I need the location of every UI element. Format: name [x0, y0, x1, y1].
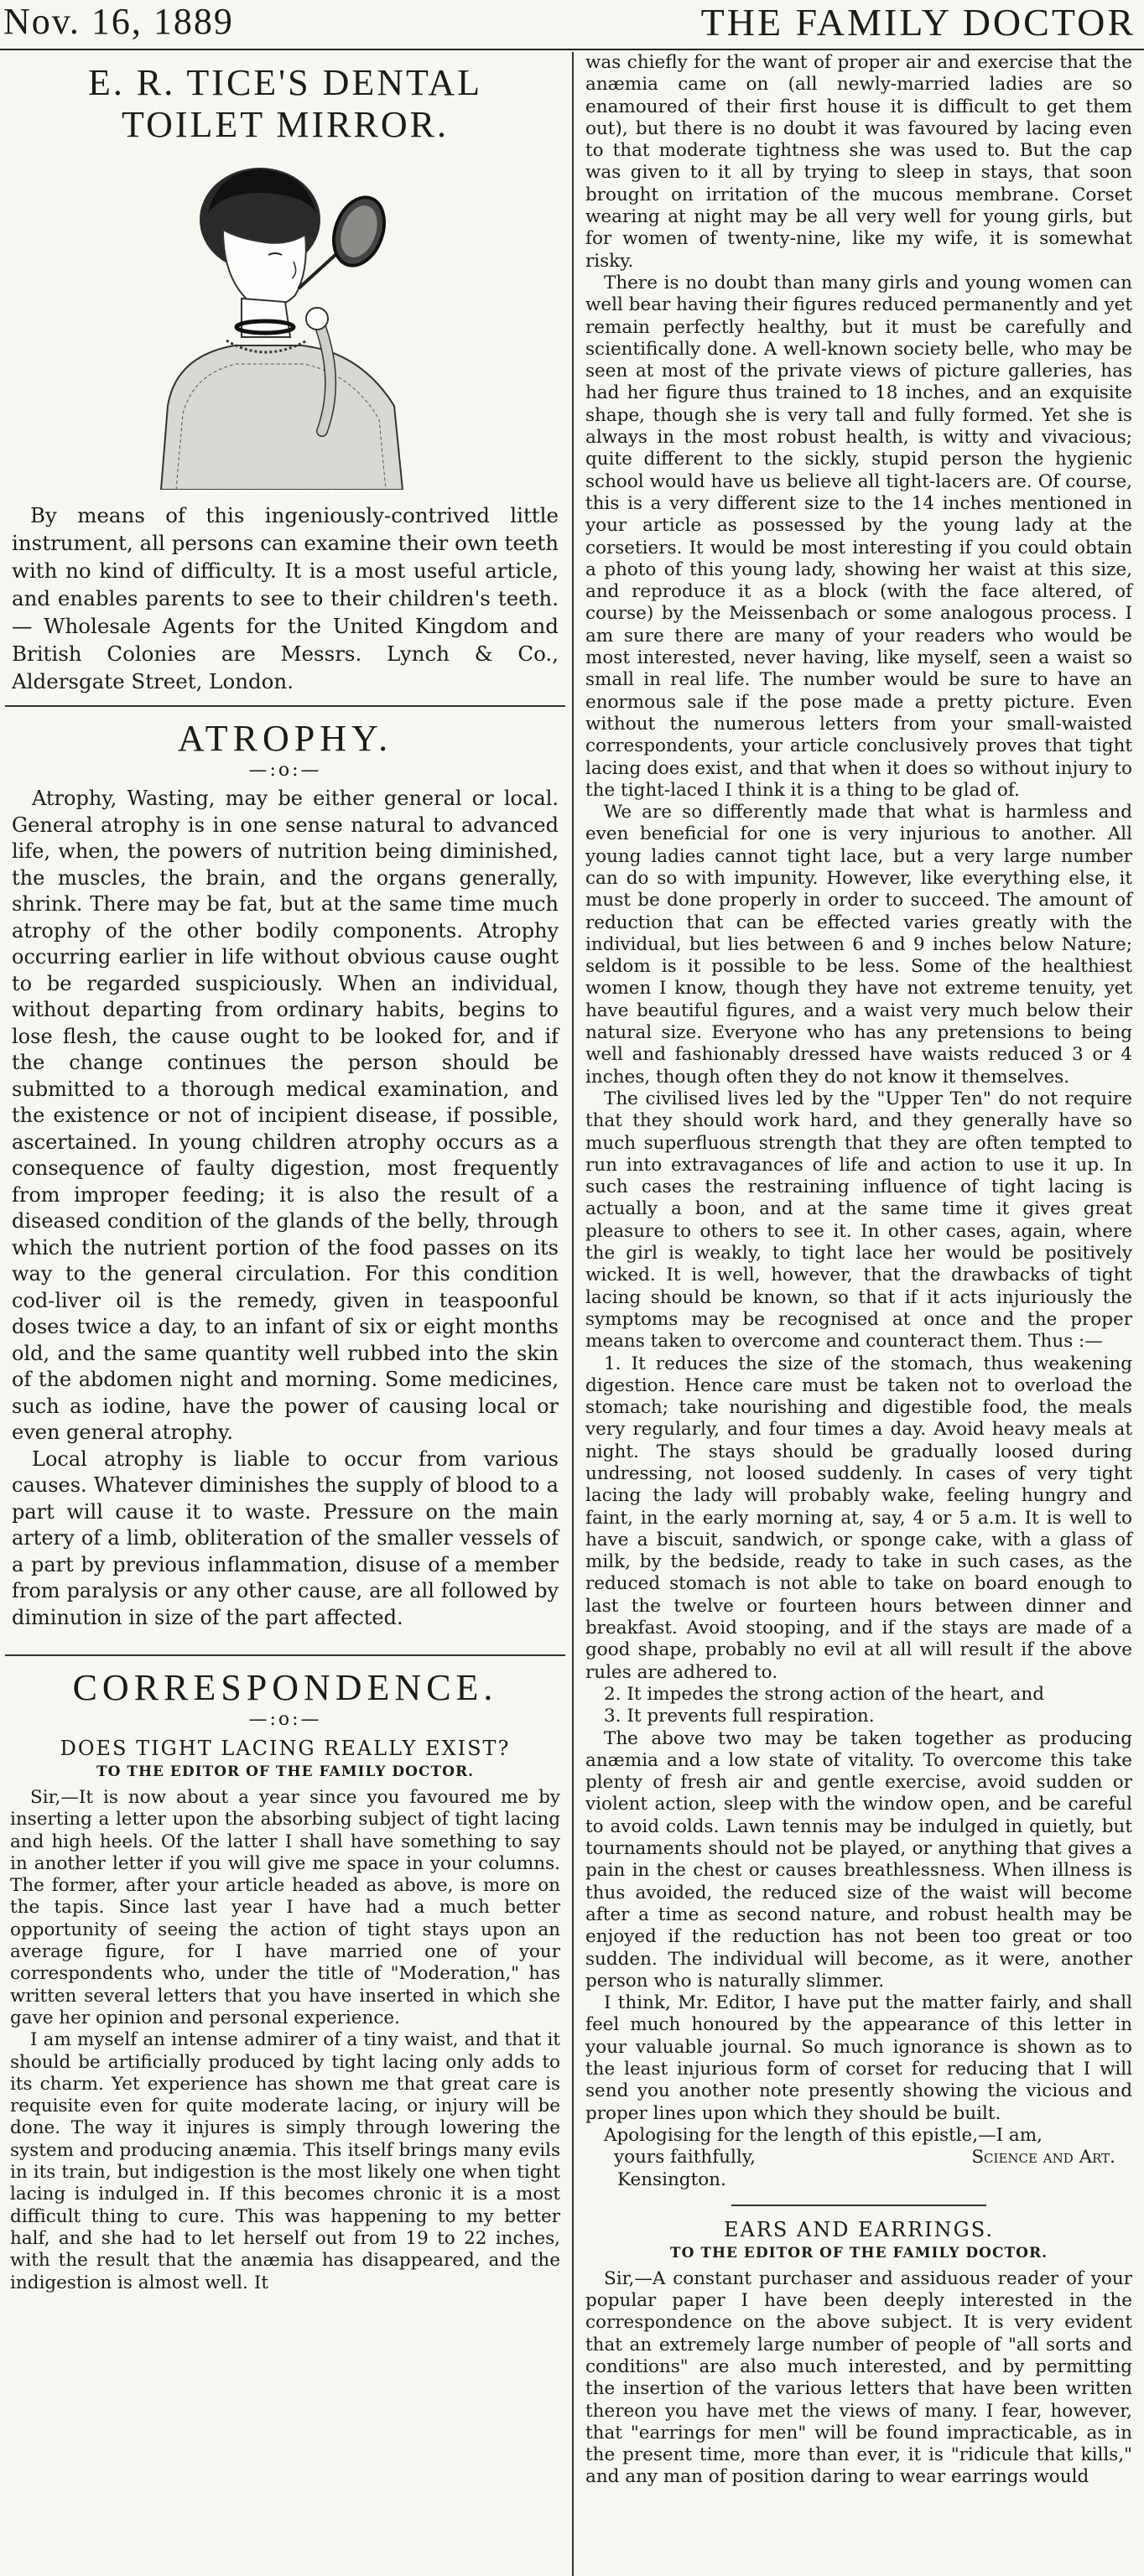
letter-paragraph: The civilised lives led by the "Upper Ten" do not require that they should work hard, and they generally have so much superfluous strength that they are often tempted to run into extravagances of life and action to use it up. In such cases the restraining influence of tight lacing is actually a boon, and at the same time it gives great pleasure to others to see it. In other cases, again, where the girl is weakly, to tight lace her would be positively wicked. It is well, however, that the drawbacks of tight lacing should be known, so that if it acts injuriously the symptoms may be recognised at once and the proper means taken to overcome and counteract them. Thus :—: [585, 1088, 1132, 1353]
issue-date: Nov. 16, 1889: [3, 1, 234, 42]
advert-title: E. R. TICE'S DENTAL TOILET MIRROR.: [87, 62, 482, 145]
correspondence-ornament: —:o:—: [248, 1709, 322, 1730]
section-divider: [5, 1654, 565, 1656]
section-divider: [5, 705, 565, 707]
left-column: [5, 52, 565, 2294]
column-rule: [572, 52, 574, 2576]
atrophy-paragraph: Atrophy, Wasting, may be either general or local. General atrophy is in one sense natural to advanced life, when, the powers of nutrition being diminished, the muscles, the brain, and the organs generally, shrink. There may be fat, but at the same time much atrophy of the other bodily components. Atrophy occurring earlier in life without obvious cause ought to be regarded suspiciously. When an individual, without departing from ordinary habits, begins to lose flesh, the cause ought to be looked for, and if the change continues the person should be submitted to a thorough medical examination, and the existence or not of incipient disease, if possible, ascertained. In young children atrophy occurs as a consequence of faulty digestion, most frequently from improper feeding; it is also the result of a diseased condition of the glands of the belly, through which the nutrient portion of the food passes on its way to the general circulation. For this condition cod-liver oil is the remedy, given in teaspoonful doses twice a day, to an infant of six or eight months old, and the same quantity well rubbed into the skin of the abdomen night and morning. Some medicines, such as iodine, have the power of causing local or even general atrophy.: [12, 787, 559, 1444]
letter-signature: Science and Art.: [971, 2147, 1115, 2168]
letter-addressee: TO THE EDITOR OF THE FAMILY DOCTOR.: [669, 2244, 1048, 2262]
publication-title: THE FAMILY DOCTOR: [700, 1, 1136, 44]
atrophy-title: ATROPHY.: [177, 718, 393, 759]
letter-heading: DOES TIGHT LACING REALLY EXIST?: [60, 1737, 511, 1760]
letter-list-item: 2. It impedes the strong action of the heart, and: [604, 1683, 1044, 1705]
letter-paragraph: Sir,—A constant purchaser and assiduous reader of your popular paper I have been deeply interested in the correspondence on the above subject. It is very evident that an extremely large number of people of "all sorts and conditions" are also much interested, and by permitting the insertion of the various letters that have been written thereon you have met the views of many. I fear, however, that "earrings for men" will be found impracticable, as in the present time, more than ever, it is "ridicule that kills," and any man of position daring to wear earrings would: [585, 2267, 1132, 2488]
masthead: [0, 0, 1144, 50]
right-column: [580, 52, 1137, 2489]
letter-place: Kensington.: [617, 2168, 726, 2190]
correspondence-section: [5, 1666, 565, 2294]
atrophy-ornament: —:o:—: [248, 760, 322, 781]
letter-signoff: [580, 2147, 1137, 2168]
letter-addressee: TO THE EDITOR OF THE FAMILY DOCTOR.: [96, 1763, 475, 1780]
letter-paragraph: Apologising for the length of this epistle,—I am,: [604, 2124, 1043, 2146]
atrophy-paragraph: Local atrophy is liable to occur from various causes. Whatever diminishes the supply of blood to a part will cause it to waste. Pressure on the main artery of a limb, obliteration of the smaller vessels of a part by previous inflammation, disuse of a member from paralysis or any other cause, are all followed by diminution in size of the part affected.: [12, 1446, 559, 1629]
atrophy-article: [5, 717, 565, 1631]
letter-paragraph-continued: was chiefly for the want of proper air and exercise that the anæmia came on (all newly-married ladies are so enamoured of their first house it is difficult to get them out), but there is no doubt it was favoured by lacing even to that moderate tightness she was used to. But the cap was given to it all by trying to sleep in stays, that soon brought on irritation of the mucous membrane. Corset wearing at night may be all very well for young girls, but for women of twenty-nine, like my wife, it is somewhat risky.: [585, 52, 1132, 272]
letter-paragraph: I am myself an intense admirer of a tiny waist, and that it should be artificially produced by tight lacing only adds to its charm. Yet experience has shown me that great care is requisite even for quite moderate lacing, or injury will be done. The way it injures is simply through lowering the system and producing anæmia. This itself brings many evils in its train, but indigestion is the most likely one when tight lacing is indulged in. If this becomes chronic it is a most difficult thing to cure. This was happening to my better half, and she had to let herself out from 19 to 22 inches, with the result that the anæmia has disappeared, and the indigestion is almost well. It: [10, 2029, 560, 2293]
letter-list-item: 1. It reduces the size of the stomach, thus weakening digestion. Hence care must be taken not to overload the stomach; take nourishing and digestible food, the meals very regularly, and four times a day. Avoid heavy meals at night. The stays should be gradually loosed during undressing, not loosed suddenly. In cases of very tight lacing the lady will probably wake, feeling hungry and faint, in the early morning at, say, 4 or 5 a.m. It is well to have a biscuit, sandwich, or sponge cake, with a glass of milk, by the bedside, ready to take in such cases, as the reduced stomach is not able to take on board enough to last the twelve or fourteen hours between dinner and breakfast. Avoid stooping, and if the stays are made of a good shape, probably no evil at all will result if the above rules are adhered to.: [585, 1353, 1132, 1683]
letter-closing: yours faithfully,: [614, 2147, 756, 2168]
advert-text: By means of this ingeniously-contrived little instrument, all persons can examine their own teeth with no kind of difficulty. It is a most useful article, and enables parents to see to their children's teeth. — Wholesale Agents for the United Kingdom and British Colonies are Messrs. Lynch & Co., Aldersgate Street, London.: [12, 503, 559, 693]
letter-paragraph: There is no doubt than many girls and young women can well bear having their figures reduced permanently and yet remain perfectly healthy, but it must be carefully and scientifically done. A well-known society belle, who may be seen at most of the private views of picture galleries, has had her figure thus trained to 18 inches, and an exquisite shape, though she is very tall and fully formed. Yet she is always in the most robust health, is witty and vivacious; quite different to the sickly, stupid person the hygienic school would have us believe all tight-lacers are. Of course, this is a very different size to the 14 inches mentioned in your article as possessed by the young lady at the corsetiers. It would be most interesting if you could obtain a photo of this young lady, showing her waist at this size, and reproduce it as a block (with the face altered, of course) by the Meissenbach or some analogous process. I am sure there are many of your readers who would be most interested, never having, like myself, seen a waist so small in real life. The number would be sure to have an enormous sale if the pose made a pretty picture. Even without the numerous letters from your small-waisted correspondents, your article conclusively proves that tight lacing does exist, and that when it does so without injury to the tight-laced I think it is a thing to be glad of.: [585, 272, 1132, 801]
correspondence-title: CORRESPONDENCE.: [72, 1667, 498, 1708]
woman-with-mirror-illustration: [143, 154, 428, 490]
letter-list-item: 3. It prevents full respiration.: [604, 1706, 875, 1727]
letter-paragraph: I think, Mr. Editor, I have put the matter fairly, and shall feel much honoured by the appearance of this letter in your valuable journal. So much ignorance is shown as to the least injurious form of corset for reducing that I will send you another note presently showing the vicious and proper lines upon which they should be built.: [585, 1992, 1132, 2124]
letter-paragraph: We are so differently made that what is harmless and even beneficial for one is very injurious to another. All young ladies cannot tight lace, but a very large number can do so with impunity. However, like everything else, it must be done properly in order to succeed. The amount of reduction that can be effected varies greatly with the individual, but lies between 6 and 9 inches below Nature; seldom is it possible to be less. Some of the healthiest women I know, though they have not extreme tenuity, yet have beautiful figures, and a waist very much below their natural size. Everyone who has any pretensions to being well and fashionably dressed have waists reduced 3 or 4 inches, though often they do not know it themselves.: [585, 802, 1132, 1088]
letter-divider: [731, 2205, 986, 2206]
letter-heading: EARS AND EARRINGS.: [723, 2217, 995, 2241]
letter-paragraph: Sir,—It is now about a year since you favoured me by inserting a letter upon the absorbing subject of tight lacing and high heels. Of the latter I shall have something to say in another letter if you will give me space in your columns. The former, after your article headed as above, is more on the tapis. Since last year I have had a much better opportunity of seeing the action of tight stays upon an average figure, for I have married one of your correspondents who, under the title of "Moderation," has written several letters that you have inserted in which she gave her opinion and personal experience.: [10, 1787, 560, 2028]
letter-paragraph: The above two may be taken together as producing anæmia and a low state of vitality. To overcome this take plenty of fresh air and gentle exercise, avoid sudden or violent action, sleep with the window open, and be careful to avoid colds. Lawn tennis may be indulged in quietly, but tournaments should not be played, or anything that gives a pain in the chest or causes breathlessness. When illness is thus avoided, the reduced size of the waist will become after a time as second nature, and robust health may be enjoyed if the reduction has not been too great or too sudden. The individual will become, as it were, another person who is naturally slimmer.: [585, 1727, 1132, 1992]
